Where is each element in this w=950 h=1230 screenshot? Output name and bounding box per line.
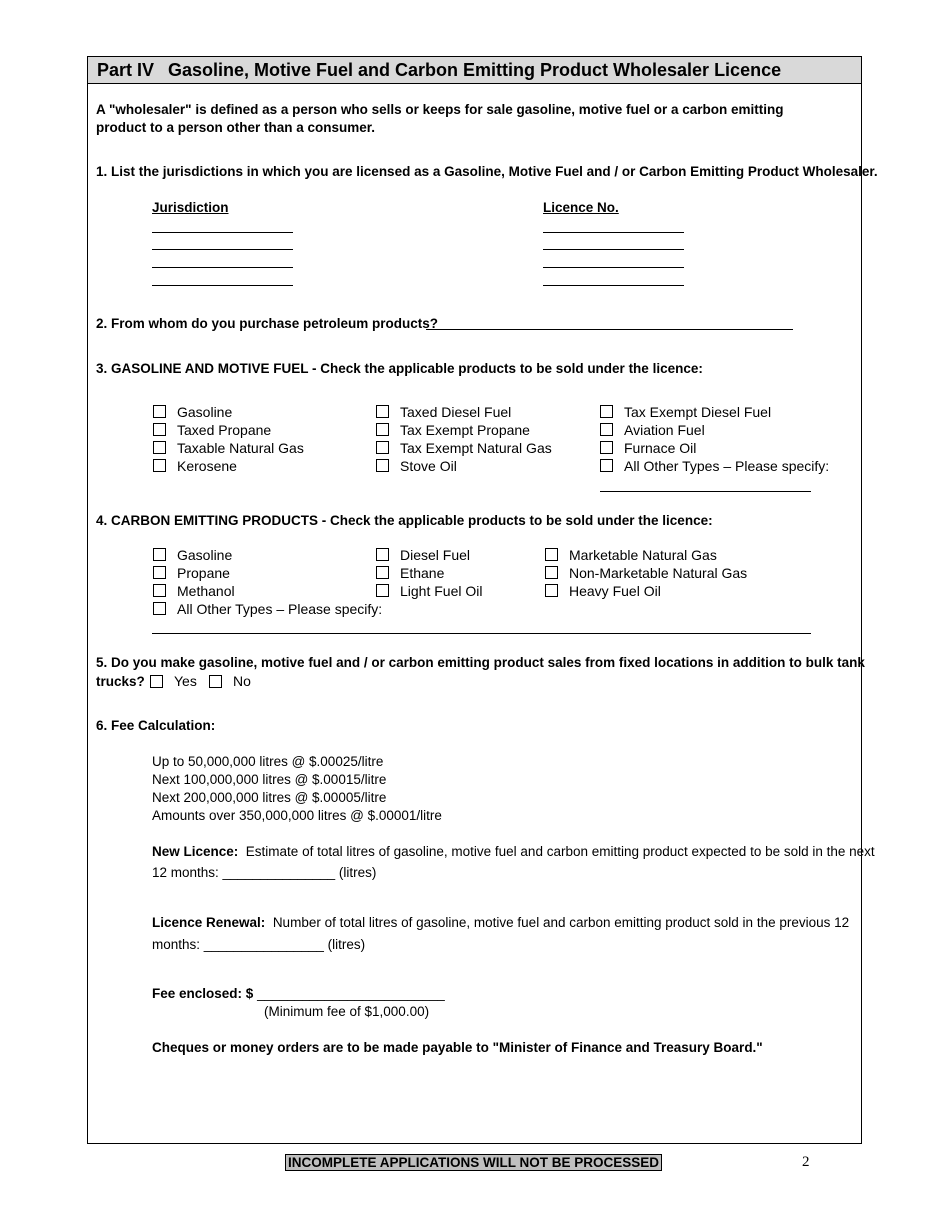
q4-label-diesel-fuel: Diesel Fuel	[400, 547, 471, 563]
q3-label-kerosene: Kerosene	[177, 458, 237, 474]
q3-checkbox-stove-oil[interactable]	[376, 459, 389, 472]
licence-no-line-3[interactable]	[543, 267, 684, 268]
rate-tier-1: Up to 50,000,000 litres @ $.00025/litre	[152, 754, 384, 769]
rate-tier-2: Next 100,000,000 litres @ $.00015/litre	[152, 772, 387, 787]
jurisdiction-line-3[interactable]	[152, 267, 293, 268]
q4-checkbox-gasoline[interactable]	[153, 548, 166, 561]
q3-label-tax-exempt-natural-gas: Tax Exempt Natural Gas	[400, 440, 552, 456]
q4-label-gasoline: Gasoline	[177, 547, 233, 563]
q3-label-tax-exempt-propane: Tax Exempt Propane	[400, 422, 530, 438]
licence-no-header: Licence No.	[543, 200, 619, 215]
q3-checkbox-tax-exempt-diesel[interactable]	[600, 405, 613, 418]
jurisdiction-line-1[interactable]	[152, 232, 293, 233]
q4-checkbox-marketable-natural-gas[interactable]	[545, 548, 558, 561]
q3-label-tax-exempt-diesel: Tax Exempt Diesel Fuel	[624, 404, 772, 420]
renewal-litres-field[interactable]: months: ________________ (litres)	[152, 937, 366, 952]
renewal-label: Licence Renewal:	[152, 915, 266, 930]
q4-checkbox-heavy-fuel-oil[interactable]	[545, 584, 558, 597]
q3-label-taxed-diesel: Taxed Diesel Fuel	[400, 404, 512, 420]
q5-yes-checkbox[interactable]	[150, 675, 163, 688]
q3-label-gasoline: Gasoline	[177, 404, 233, 420]
q1-text: 1. List the jurisdictions in which you are licensed as a Gasoline, Motive Fuel and / or Carbon Emitting Product Wholesaler.	[96, 164, 878, 179]
part-title: Gasoline, Motive Fuel and Carbon Emitting Product Wholesaler Licence	[168, 60, 782, 80]
q3-checkbox-gasoline[interactable]	[153, 405, 166, 418]
q3-checkbox-taxed-diesel[interactable]	[376, 405, 389, 418]
q6-title: 6. Fee Calculation:	[96, 718, 216, 733]
part-header	[88, 57, 861, 84]
q4-label-marketable-natural-gas: Marketable Natural Gas	[569, 547, 717, 563]
incomplete-applications-notice: INCOMPLETE APPLICATIONS WILL NOT BE PROCESSED	[285, 1154, 662, 1171]
q4-label-ethane: Ethane	[400, 565, 445, 581]
q4-text: 4. CARBON EMITTING PRODUCTS - Check the applicable products to be sold under the licence:	[96, 513, 713, 528]
q3-checkbox-kerosene[interactable]	[153, 459, 166, 472]
q4-checkbox-light-fuel-oil[interactable]	[376, 584, 389, 597]
new-licence-text: Estimate of total litres of gasoline, motive fuel and carbon emitting product expected to be sold in the next	[245, 844, 875, 859]
q4-other-specify-line[interactable]	[152, 633, 811, 634]
rate-tier-3: Next 200,000,000 litres @ $.00005/litre	[152, 790, 387, 805]
q5-text-line2: trucks?	[96, 674, 145, 689]
licence-no-line-1[interactable]	[543, 232, 684, 233]
q3-label-other: All Other Types – Please specify:	[624, 458, 830, 474]
licence-no-line-2[interactable]	[543, 249, 684, 250]
q4-checkbox-other[interactable]	[153, 602, 166, 615]
licence-no-line-4[interactable]	[543, 285, 684, 286]
supplier-line[interactable]	[426, 329, 793, 330]
q3-checkbox-other[interactable]	[600, 459, 613, 472]
q4-checkbox-diesel-fuel[interactable]	[376, 548, 389, 561]
q2-text: 2. From whom do you purchase petroleum products?	[96, 316, 439, 331]
q3-checkbox-taxable-natural-gas[interactable]	[153, 441, 166, 454]
q4-label-non-marketable-natural-gas: Non-Marketable Natural Gas	[569, 565, 748, 581]
rate-tier-4: Amounts over 350,000,000 litres @ $.00001/litre	[152, 808, 442, 823]
cheques-payable-note: Cheques or money orders are to be made payable to "Minister of Finance and Treasury Board."	[152, 1040, 763, 1055]
q4-label-methanol: Methanol	[177, 583, 235, 599]
part-number: Part IV	[97, 60, 155, 80]
q5-yes-label: Yes	[174, 673, 197, 689]
q4-label-other: All Other Types – Please specify:	[177, 601, 383, 617]
q4-checkbox-methanol[interactable]	[153, 584, 166, 597]
form-frame	[87, 56, 862, 1144]
q4-label-propane: Propane	[177, 565, 230, 581]
new-licence-label: New Licence:	[152, 844, 239, 859]
q3-label-furnace-oil: Furnace Oil	[624, 440, 697, 456]
jurisdiction-line-4[interactable]	[152, 285, 293, 286]
q5-no-label: No	[233, 673, 251, 689]
q3-checkbox-tax-exempt-propane[interactable]	[376, 423, 389, 436]
q3-other-specify-line[interactable]	[600, 491, 811, 492]
jurisdiction-header: Jurisdiction	[152, 200, 229, 215]
q4-checkbox-propane[interactable]	[153, 566, 166, 579]
page-number: 2	[802, 1154, 810, 1170]
q3-checkbox-aviation-fuel[interactable]	[600, 423, 613, 436]
q4-checkbox-non-marketable-natural-gas[interactable]	[545, 566, 558, 579]
fee-enclosed-field[interactable]: _________________________	[257, 986, 445, 1001]
jurisdiction-line-2[interactable]	[152, 249, 293, 250]
q3-label-stove-oil: Stove Oil	[400, 458, 457, 474]
wholesaler-definition: A "wholesaler" is defined as a person who sells or keeps for sale gasoline, motive fuel or a carbon emitting product to a person other than a consumer.	[96, 102, 784, 135]
q3-label-aviation-fuel: Aviation Fuel	[624, 422, 705, 438]
new-licence-litres-field[interactable]: 12 months: _______________ (litres)	[152, 865, 377, 880]
q4-label-heavy-fuel-oil: Heavy Fuel Oil	[569, 583, 661, 599]
minimum-fee-note: (Minimum fee of $1,000.00)	[264, 1004, 430, 1019]
q4-label-light-fuel-oil: Light Fuel Oil	[400, 583, 483, 599]
q3-checkbox-furnace-oil[interactable]	[600, 441, 613, 454]
q3-text: 3. GASOLINE AND MOTIVE FUEL - Check the applicable products to be sold under the licence:	[96, 361, 703, 376]
renewal-text: Number of total litres of gasoline, motive fuel and carbon emitting product sold in the previous 12	[272, 915, 850, 930]
q5-no-checkbox[interactable]	[209, 675, 222, 688]
q3-label-taxable-natural-gas: Taxable Natural Gas	[177, 440, 304, 456]
q4-checkbox-ethane[interactable]	[376, 566, 389, 579]
q3-checkbox-taxed-propane[interactable]	[153, 423, 166, 436]
fee-enclosed-label: Fee enclosed: $	[152, 986, 254, 1001]
q3-checkbox-tax-exempt-natural-gas[interactable]	[376, 441, 389, 454]
q5-text-line1: 5. Do you make gasoline, motive fuel and / or carbon emitting product sales from fixed locations in addition to bulk tank	[96, 655, 865, 670]
q3-label-taxed-propane: Taxed Propane	[177, 422, 272, 438]
